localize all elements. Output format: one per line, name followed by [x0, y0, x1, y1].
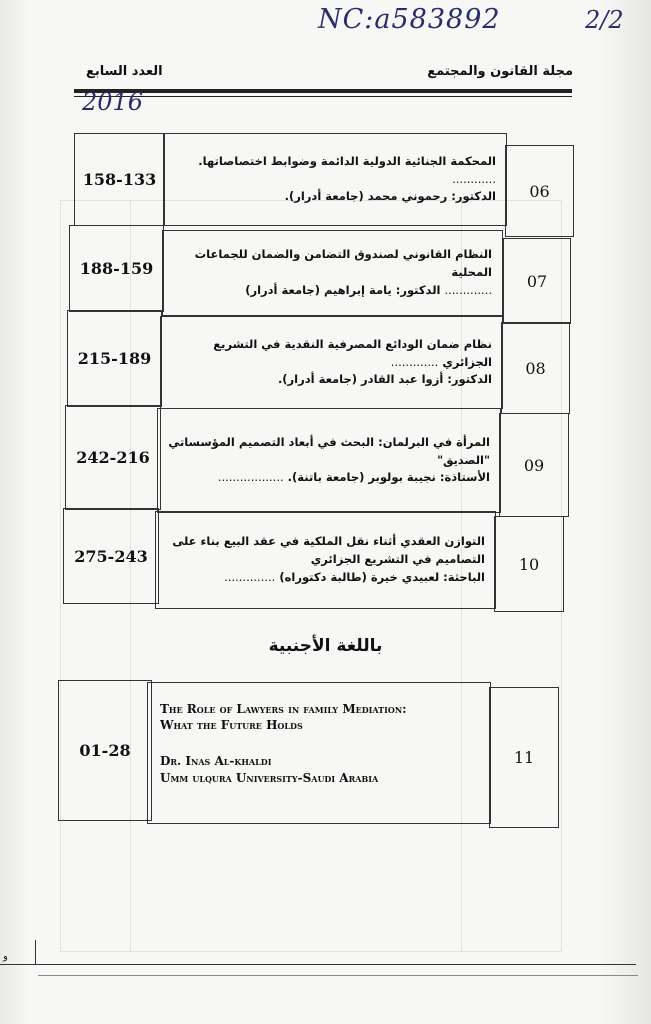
article-title-line2: What the Future Holds: [160, 718, 303, 733]
table-cell-title: [160, 316, 503, 409]
row-number: 09: [523, 455, 545, 475]
issue-label: العدد السابع: [86, 64, 163, 79]
foreign-language-heading: باللغة الأجنبية: [268, 636, 383, 656]
table-cell-pages: [69, 225, 164, 312]
table-cell-number: [499, 413, 569, 517]
table-cell-number: [489, 687, 559, 828]
table-cell-pages: [58, 680, 152, 821]
article-title: [171, 336, 492, 372]
article-title: المرأة في البرلمان: البحث في أبعاد التصميم المؤسساتي "الصديق": [168, 434, 490, 467]
journal-title: مجلة القانون والمجتمع: [427, 64, 573, 79]
table-cell-pages: [67, 310, 162, 407]
title-text: نظام ضمان الودائع المصرفية النقدية في التشريع الجزائري: [213, 336, 492, 369]
pages-range: 275-243: [74, 546, 148, 566]
article-affiliation: Umm ulqura University-Saudi Arabia: [160, 770, 379, 785]
table-cell-title: [163, 133, 507, 226]
row-number: 07: [526, 271, 548, 291]
row-number: 06: [529, 181, 550, 201]
table-cell-number: [494, 516, 564, 612]
pages-range: 215-189: [77, 349, 152, 368]
title-text: المحكمة الجنائية الدولية الدائمة وضوابط اختصاصاتها.: [198, 153, 496, 168]
article-title: التوازن العقدي أثناء نقل الملكية في عقد البيع بناء على التصاميم في التشريع الجزائري: [172, 534, 485, 567]
article-author: الدكتور: أزوا عبد القادر (جامعة أدرار).: [277, 372, 492, 387]
table-cell-pages: [74, 133, 165, 226]
table-cell-number: [505, 145, 574, 237]
footer-rule: [36, 964, 636, 965]
table-cell-title: [157, 408, 501, 513]
article-title: [174, 153, 496, 189]
handwritten-page-number: 2/2: [585, 6, 624, 34]
spacer: [160, 733, 478, 753]
row-number: 08: [525, 358, 546, 378]
table-cell-pages: [63, 508, 159, 604]
title-dots: .............: [444, 282, 492, 297]
author-text: الباحثة: لعبيدي خيرة (طالبة دكتوراه): [279, 569, 485, 584]
article-author: [173, 282, 492, 300]
author-text: الأستاذة: نجيبة بولوبر (جامعة باتنة).: [287, 470, 490, 485]
author-text: الدكتور: يامة إبراهيم (جامعة أدرار): [245, 282, 441, 297]
table-cell-pages: [65, 405, 161, 510]
row-number: 10: [518, 554, 540, 574]
pages-range: 188-159: [79, 259, 154, 278]
title-dots: ............: [452, 171, 496, 186]
table-cell-title: [162, 230, 503, 316]
article-title: النظام القانوني لصندوق التضامن والضمان للجماعات المحلية: [194, 247, 492, 280]
pages-range: 01-28: [79, 741, 131, 760]
table-cell-title: [155, 511, 496, 609]
table-cell-title: [147, 682, 491, 824]
row-number: 11: [513, 748, 535, 767]
article-author: [166, 569, 485, 587]
handwritten-year: 2016: [82, 88, 144, 116]
article-title-line1: The Role of Lawyers in family Mediation:: [160, 702, 407, 716]
handwritten-reference: NC:a583892: [318, 4, 501, 35]
pages-range: 242-216: [76, 448, 150, 467]
title-dots: ..............: [224, 569, 276, 584]
article-author: [168, 469, 490, 487]
title-dots: .............: [390, 354, 439, 369]
table-cell-number: [503, 238, 571, 324]
article-author: Dr. Inas Al-khaldi: [160, 754, 272, 769]
article-author: الدكتور: رحموني محمد (جامعة أدرار).: [284, 189, 496, 204]
title-dots: ..................: [217, 470, 284, 485]
header-rule-thick: [74, 89, 572, 93]
header-rule-thin: [74, 96, 572, 97]
pages-range: 158-133: [82, 170, 157, 189]
footer-page-mark: و: [3, 951, 8, 962]
table-cell-number: [501, 322, 570, 414]
bottom-rule: [38, 975, 638, 976]
